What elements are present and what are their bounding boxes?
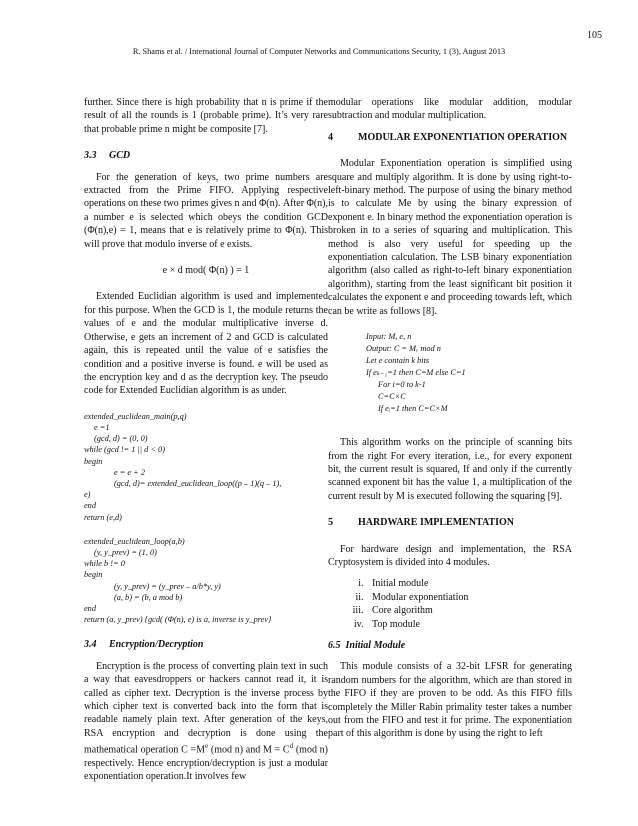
left-code1-line: (gcd, d) = (0, 0) (94, 434, 148, 444)
section-heading-5: 5 HARDWARE IMPLEMENTATION (328, 517, 515, 529)
right-alg-line: For i=0 to k-1 (378, 380, 426, 390)
right-alg-line: If eᵢ=1 then C=C×M (378, 404, 448, 414)
left-code2-line: (a, b) = (b, a mod b) (114, 592, 183, 602)
right-alg-line: Let e contain k bits (366, 356, 430, 366)
section-heading-3-3: 3.3 GCD (84, 150, 131, 162)
left-code1-line: (gcd, d)= extended_euclidean_loop((p – 1)(q – 1), (114, 478, 282, 488)
paragraph-continued: further. Since there is high probability that n is prime if the result of all the rounds is 1 (probable prime). It’s very rare that probable prime n might be composite [7]. (84, 97, 328, 135)
section-heading-6-5: 6.5 Initial Module (328, 639, 406, 651)
left-code1-line: end (84, 501, 96, 511)
left-code2-line: return (a, y_prev) {gcd( (Φ(n), e) is a, inverse is y_prev} (84, 615, 272, 625)
left-code1-line: begin (84, 456, 103, 466)
module-list-item: i. Initial module (366, 577, 572, 590)
right-alg-line: If eₖ₋₁=1 then C=M else C=1 (366, 368, 466, 378)
left-code2-line: extended_euclidean_loop(a,b) (84, 536, 185, 546)
right-alg-line: Output: C = Mₑ mod n (366, 344, 441, 354)
page-number: 105 (587, 30, 602, 41)
right-column (328, 96, 572, 741)
module-list (328, 577, 572, 631)
right-alg-line: C=C×C (378, 392, 406, 402)
section-heading-4: 4 MODULAR EXPONENTIATION OPERATION (328, 131, 568, 143)
left-code2-line: (y, y_prev) = (1, 0) (94, 547, 157, 557)
algorithm-block (328, 331, 572, 415)
paragraph-hardware: For hardware design and implementation, the RSA Cryptosystem is divided into 4 modules. (328, 543, 572, 568)
pseudocode-main (84, 411, 328, 523)
pseudocode-loop (84, 536, 328, 626)
module-list-item: ii. Modular exponentiation (366, 591, 572, 604)
left-code2-line: (y, y_prev) = (y_prev – a/b*y, y) (114, 581, 221, 591)
left-code2-line: end (84, 603, 96, 613)
equation: e × d mod( Φ(n) ) = 1 (162, 265, 250, 277)
left-code1-line: e = e + 2 (114, 467, 146, 477)
module-list-item: iii. Core algorithm (366, 604, 572, 617)
left-code1-line: e) (84, 490, 91, 500)
paragraph-scan: This algorithm works on the principle of scanning bits from the right For every iteration, i.e., for every exponent bit, the current result is squared, If and only if the currently scanned exponent bit has the value 1, a multiplication of the current result by M is executed following the squaring [9]. (328, 437, 572, 502)
left-code1-line: while (gcd != 1 || d < 0) (84, 445, 165, 455)
paragraph-modexp: Modular Exponentiation operation is simplified using square and multiply algorithm. It is done by using right-to-left-binary method. The purpose of using the binary method is to calculate Me by using the binary expression of exponent e. In binary method the exponentiation operation is broken in to a series of squaring and multiplication. This method is also very useful for speeding up the exponentiation calculation. The LSB binary exponentiation algorithm (also called as right-to-left binary exponentiation algorithm), starting from the least significant bit position it calculates the exponent e and proceeding towards left, which can be write as follows [8]. (328, 158, 572, 317)
right-alg-line: Input: M, e, n (366, 332, 412, 342)
left-code1-line: return (e,d) (84, 512, 122, 522)
paragraph-encryption: Encryption is the process of converting plain text in such a way that eavesdroppers or hackers cannot read it, it is called as cipher text. Decryption is the inverse process by which cipher text is converted back into the form that is readable namely plain text. After generation of the keys, RSA encryption and decryption is done using the mathematical operation $C =M^e$ (mod n) and $M = C^d$ (mod n) respectively. Hence encryption/decryption is just a modular exponentiation operation.It involves few (84, 660, 329, 783)
paragraph-gcd: For the generation of keys, two prime numbers are extracted from the Prime FIFO. Applying respective operations on these two primes gives n and Φ(n). After Φ(n), a number e is selected which obeys the condition GCD (Φ(n),e) = 1, means that e is relatively prime to Φ(n). This will prove that modulo inverse of e exists. (84, 171, 329, 250)
left-code1-line: extended_euclidean_main(p,q) (84, 411, 187, 421)
left-column (84, 96, 328, 784)
running-header: R. Shams et al. / International Journal of Computer Networks and Communications Security, 1 (3), August 2013 (132, 47, 506, 56)
left-code1-line: e =1 (94, 422, 110, 432)
paragraph-euclid: Extended Euclidian algorithm is used and implemented for this purpose. When the GCD is 1, the module returns the values of e and the modular multiplicative inverse d. Otherwise, e gets an increment of 2 and GCD is calculated again, this is repeated until the value of e satisfies the condition and a positive inverse is found. e will be used as the encryption key and d as the decryption key. The pseudo code for Extended Euclidian algorithm is as under. (84, 291, 328, 397)
left-code2-line: while b != 0 (84, 559, 125, 569)
section-heading-3-4: 3.4 Encryption/Decryption (84, 639, 204, 651)
paragraph-continued-right: modular operations like modular addition, modular subtraction and modular multiplication. (328, 97, 572, 122)
paragraph-initial-module: This module consists of a 32-bit LFSR for generating random numbers for the algorithm, which are than stored in the FIFO if they are proven to be odd. As this FIFO fills completely the Miller Rabin primality tester takes a number out from the FIFO and test it for prime. The exponentiation part of this algorithm is done by using the right to left (328, 661, 572, 740)
left-code2-line: begin (84, 570, 103, 580)
module-list-item: iv. Top module (366, 618, 572, 631)
